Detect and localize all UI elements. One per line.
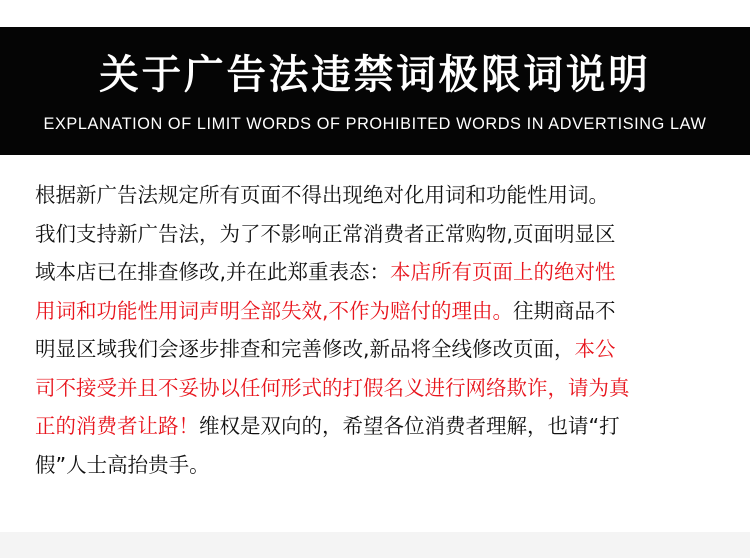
page-title: 关于广告法违禁词极限词说明: [99, 51, 651, 98]
notice-text: 根据新广告法规定所有页面不得出现绝对化用词和功能性用词。: [35, 183, 609, 207]
notice-text: 假”人士高抬贵手。: [35, 452, 210, 477]
notice-body: [35, 176, 725, 484]
notice-text: 域本店已在排查修改,并在此郑重表态：: [35, 260, 391, 284]
notice-line-1: [35, 176, 725, 215]
notice-line-3: [35, 253, 725, 292]
top-margin: [0, 0, 750, 27]
notice-line-2: [35, 215, 725, 254]
notice-highlight-text: 本店所有页面上的绝对性: [390, 260, 616, 284]
notice-line-6: [35, 369, 725, 408]
notice-highlight-text: 司不接受并且不妥协以任何形式的打假名义进行网络欺诈，请为真: [35, 375, 630, 400]
notice-line-4: [35, 292, 725, 331]
notice-line-7: [35, 407, 725, 446]
notice-line-8: [35, 446, 725, 485]
notice-highlight-text: 正的消费者让路！: [35, 414, 199, 438]
notice-highlight-text: 用词和功能性用词声明全部失效,不作为赔付的理由。: [35, 298, 514, 323]
bottom-margin: [0, 532, 750, 558]
notice-highlight-text: 本公: [574, 337, 616, 361]
notice-text: 明显区域我们会逐步排查和完善修改,新品将全线修改页面，: [35, 337, 575, 361]
notice-text: 维权是双向的，希望各位消费者理解，也请“打: [199, 414, 620, 438]
title-banner: [0, 27, 750, 155]
page-subtitle: EXPLANATION OF LIMIT WORDS OF PROHIBITED WORDS IN ADVERTISING LAW: [43, 115, 707, 133]
notice-line-5: [35, 330, 725, 369]
notice-text: 我们支持新广告法，为了不影响正常消费者正常购物,页面明显区: [35, 221, 616, 246]
notice-text: 往期商品不: [513, 298, 616, 323]
